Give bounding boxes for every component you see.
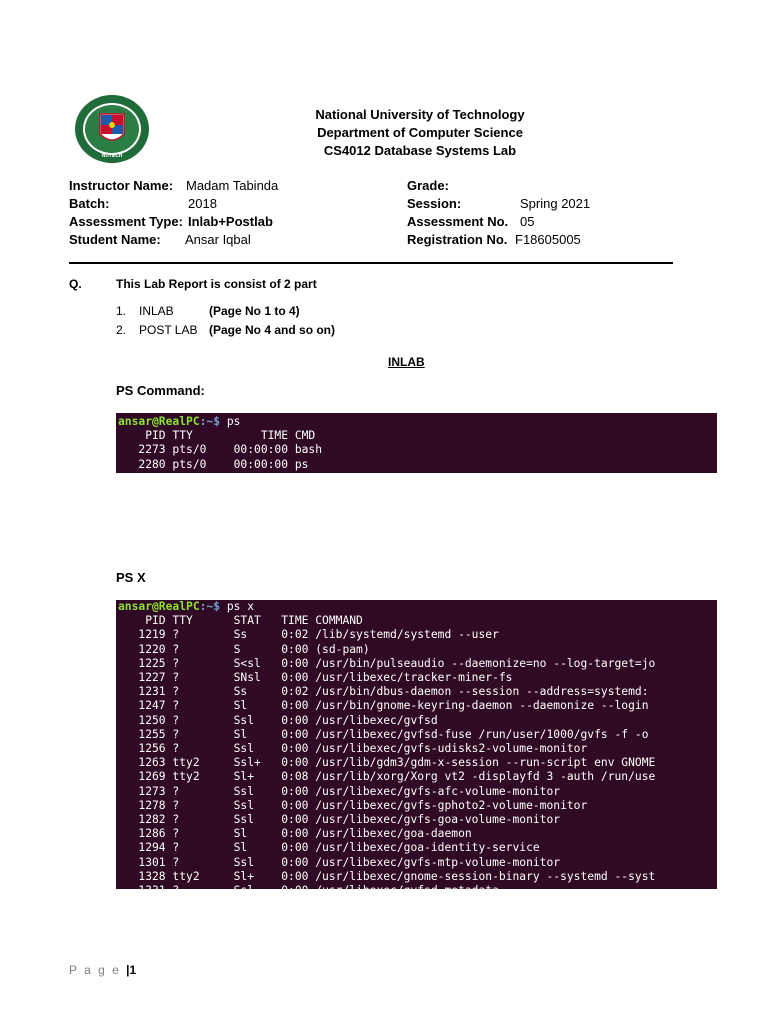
question-label: Q. xyxy=(69,277,82,291)
registration-value: F18605005 xyxy=(515,232,581,247)
terminal-line: 1331 ? Ssl 0:00 /usr/libexec/gvfsd-metadata xyxy=(118,884,499,898)
list-item-name: INLAB xyxy=(139,304,174,318)
list-item: 1. xyxy=(116,304,127,318)
terminal-line: 1328 tty2 Sl+ 0:00 /usr/libexec/gnome-session-binary --systemd --syst xyxy=(118,869,656,883)
document-header xyxy=(270,106,570,160)
page-label: P a g e xyxy=(69,963,121,977)
department-name: Department of Computer Science xyxy=(317,125,523,140)
section-title: INLAB xyxy=(388,355,425,369)
logo-text: NUTECH xyxy=(101,153,123,159)
assessment-type-value: Inlab+Postlab xyxy=(188,214,273,229)
terminal-line: 1255 ? Sl 0:00 /usr/libexec/gvfsd-fuse /run/user/1000/gvfs -f -o xyxy=(118,727,649,741)
terminal-ps xyxy=(116,413,717,473)
assessment-no-value: 05 xyxy=(520,214,535,229)
header-divider xyxy=(69,262,673,264)
terminal-line: PID TTY STAT TIME COMMAND xyxy=(118,614,363,628)
terminal-line: 1247 ? Sl 0:00 /usr/bin/gnome-keyring-daemon --daemonize --login xyxy=(118,699,649,713)
session-label: Session: xyxy=(407,196,462,211)
list-item-pages: (Page No 4 and so on) xyxy=(209,323,336,337)
terminal-line: PID TTY TIME CMD xyxy=(118,429,316,443)
terminal-line: 1219 ? Ss 0:02 /lib/systemd/systemd --user xyxy=(118,628,499,642)
instructor-value: Madam Tabinda xyxy=(186,178,279,193)
page-footer xyxy=(69,963,136,977)
terminal-line: 2273 pts/0 00:00:00 bash xyxy=(118,443,323,457)
question-text: This Lab Report is consist of 2 part xyxy=(116,277,317,291)
page-separator: | xyxy=(126,963,130,977)
terminal-line: 1227 ? SNsl 0:00 /usr/libexec/tracker-miner-fs xyxy=(118,671,513,685)
list-item: 2. xyxy=(116,323,127,337)
terminal-line: 1220 ? S 0:00 (sd-pam) xyxy=(118,642,370,656)
psx-heading: PS X xyxy=(116,570,146,585)
terminal-line: 1263 tty2 Ssl+ 0:00 /usr/lib/gdm3/gdm-x-session --run-script env GNOME xyxy=(118,756,656,770)
assessment-no-label: Assessment No. xyxy=(407,214,509,229)
terminal-line: 2280 pts/0 00:00:00 ps xyxy=(118,457,309,471)
terminal-line: 1250 ? Ssl 0:00 /usr/libexec/gvfsd xyxy=(118,713,438,727)
terminal-line: 1231 ? Ss 0:02 /usr/bin/dbus-daemon --session --address=systemd: xyxy=(118,685,649,699)
terminal-line: 1225 ? S<sl 0:00 /usr/bin/pulseaudio --daemonize=no --log-target=jo xyxy=(118,656,656,670)
batch-value: 2018 xyxy=(188,196,217,211)
page-number: 1 xyxy=(129,963,137,977)
registration-label: Registration No. xyxy=(407,232,508,247)
assessment-type-label: Assessment Type: xyxy=(69,214,183,229)
terminal-line: 1273 ? Ssl 0:00 /usr/libexec/gvfs-afc-volume-monitor xyxy=(118,784,561,798)
instructor-label: Instructor Name: xyxy=(69,178,174,193)
terminal-line: 1301 ? Ssl 0:00 /usr/libexec/gvfs-mtp-volume-monitor xyxy=(118,855,561,869)
course-name: CS4012 Database Systems Lab xyxy=(323,143,517,158)
terminal-prompt: ansar@RealPC:~$ ps x xyxy=(118,600,255,613)
student-value: Ansar Iqbal xyxy=(185,232,251,247)
terminal-ps-x xyxy=(116,600,717,898)
student-label: Student Name: xyxy=(69,232,161,247)
terminal-line: 1278 ? Ssl 0:00 /usr/libexec/gvfs-gphoto2-volume-monitor xyxy=(118,798,588,812)
university-name: National University of Technology xyxy=(315,107,525,122)
university-logo xyxy=(74,94,150,164)
terminal-prompt: ansar@RealPC:~$ ps xyxy=(118,415,241,428)
list-item-name: POST LAB xyxy=(139,323,198,337)
batch-label: Batch: xyxy=(69,196,110,211)
grade-label: Grade: xyxy=(407,178,449,193)
terminal-line: 1286 ? Sl 0:00 /usr/libexec/goa-daemon xyxy=(118,827,472,841)
list-item-pages: (Page No 1 to 4) xyxy=(209,304,300,318)
terminal-line: 1294 ? Sl 0:00 /usr/libexec/goa-identity-service xyxy=(118,841,540,855)
terminal-line: 1282 ? Ssl 0:00 /usr/libexec/gvfs-goa-volume-monitor xyxy=(118,813,561,827)
session-value: Spring 2021 xyxy=(520,196,591,211)
terminal-line: 1269 tty2 Sl+ 0:08 /usr/lib/xorg/Xorg vt2 -displayfd 3 -auth /run/use xyxy=(118,770,656,784)
ps-heading: PS Command: xyxy=(116,383,205,398)
terminal-line: 1256 ? Ssl 0:00 /usr/libexec/gvfs-udisks2-volume-monitor xyxy=(118,742,588,756)
